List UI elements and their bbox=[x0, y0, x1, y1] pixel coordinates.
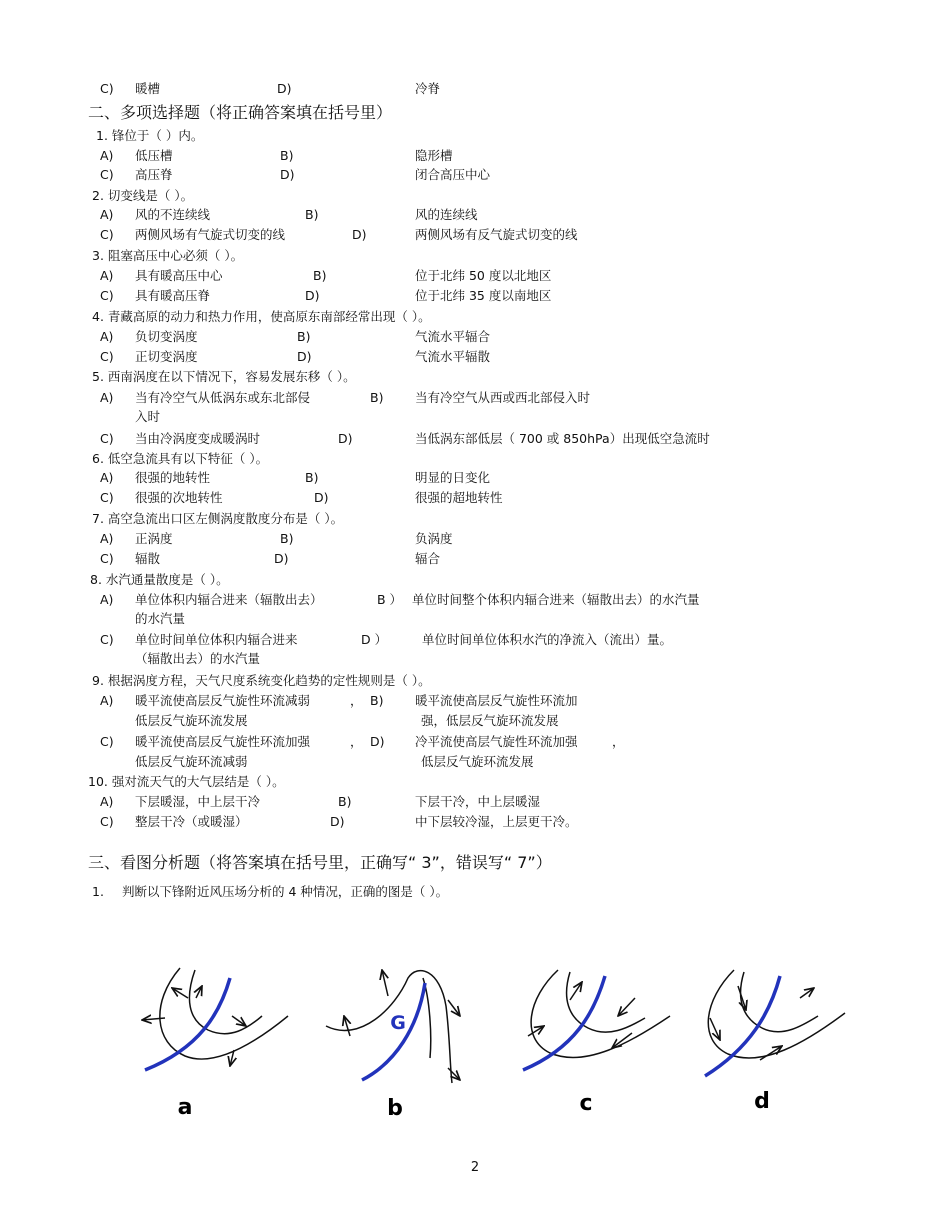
front-wind-analysis-figures bbox=[130, 958, 860, 1128]
opt-label: A) bbox=[100, 592, 114, 607]
opt-text: 下层干冷，中上层暖湿 bbox=[415, 794, 541, 809]
page-number: 2 bbox=[470, 1160, 480, 1175]
opt-text: 具有暖高压中心 bbox=[135, 268, 223, 283]
opt-label: B) bbox=[305, 207, 319, 222]
opt-label: B) bbox=[305, 470, 319, 485]
question-stem: 4. 青藏高原的动力和热力作用，使高原东南部经常出现（ ）。 bbox=[92, 309, 431, 324]
opt-text: 单位体积内辐合进来（辐散出去） bbox=[135, 592, 323, 607]
opt-label: D) bbox=[370, 734, 385, 749]
figure-d bbox=[705, 970, 845, 1114]
opt-text: 两侧风场有反气旋式切变的线 bbox=[415, 227, 578, 242]
opt-label: A) bbox=[100, 470, 114, 485]
opt-label: C) bbox=[100, 81, 114, 96]
opt-text: 位于北纬 35 度以南地区 bbox=[415, 288, 552, 303]
opt-text-continued: 强，低层反气旋环流发展 bbox=[421, 713, 559, 728]
opt-text: 很强的超地转性 bbox=[415, 490, 503, 505]
opt-label: D ） bbox=[361, 632, 388, 647]
question-stem: 判断以下锋附近风压场分析的 4 种情况，正确的图是（ ）。 bbox=[122, 884, 449, 899]
opt-text: 位于北纬 50 度以北地区 bbox=[415, 268, 552, 283]
figure-label-b: b bbox=[387, 1096, 403, 1121]
opt-text: 很强的次地转性 bbox=[135, 490, 223, 505]
question-stem: 10. 强对流天气的大气层结是（ ）。 bbox=[88, 774, 285, 789]
opt-label: A) bbox=[100, 329, 114, 344]
opt-text: 很强的地转性 bbox=[135, 470, 211, 485]
opt-text-continued: 低层反气旋环流减弱 bbox=[135, 754, 248, 769]
opt-label: D) bbox=[352, 227, 367, 242]
opt-text-continued: 的水汽量 bbox=[135, 611, 186, 626]
opt-label: B) bbox=[313, 268, 327, 283]
question-stem: 1. 锋位于（ ）内。 bbox=[96, 128, 204, 143]
comma: ， bbox=[350, 693, 363, 708]
opt-label: C) bbox=[100, 632, 114, 647]
opt-label: D) bbox=[297, 349, 312, 364]
opt-label: B) bbox=[338, 794, 352, 809]
opt-label: B) bbox=[297, 329, 311, 344]
opt-text: 明显的日变化 bbox=[415, 470, 491, 485]
opt-label: D) bbox=[338, 431, 353, 446]
question-stem: 3. 阻塞高压中心必须（ ）。 bbox=[92, 248, 244, 263]
opt-label: B ） bbox=[377, 592, 403, 607]
comma: ， bbox=[350, 734, 363, 749]
opt-text: 中下层较冷湿，上层更干冷。 bbox=[415, 814, 578, 829]
opt-text: 风的连续线 bbox=[415, 207, 478, 222]
opt-label: B) bbox=[370, 693, 384, 708]
opt-label: C) bbox=[100, 349, 114, 364]
question-stem: 9. 根据涡度方程，天气尺度系统变化趋势的定性规则是（ ）。 bbox=[92, 673, 431, 688]
opt-text: 暖平流使高层反气旋性环流减弱 bbox=[135, 693, 311, 708]
opt-text: 隐形槽 bbox=[415, 148, 453, 163]
opt-text: 单位时间整个体积内辐合进来（辐散出去）的水汽量 bbox=[412, 592, 700, 607]
opt-text: 当有冷空气从低涡东或东北部侵 bbox=[135, 390, 311, 405]
opt-text: 辐合 bbox=[415, 551, 441, 566]
opt-label: A) bbox=[100, 207, 114, 222]
opt-text: 下层暖湿，中上层干冷 bbox=[135, 794, 261, 809]
opt-label: A) bbox=[100, 693, 114, 708]
opt-text: 闭合高压中心 bbox=[415, 167, 491, 182]
figure-b bbox=[326, 970, 460, 1121]
opt-text: 气流水平辐合 bbox=[415, 329, 491, 344]
opt-text: 暖平流使高层反气旋性环流加 bbox=[415, 693, 578, 708]
opt-text: 当由冷涡度变成暖涡时 bbox=[135, 431, 261, 446]
opt-label: A) bbox=[100, 794, 114, 809]
opt-label: A) bbox=[100, 531, 114, 546]
question-number: 1. bbox=[92, 884, 104, 899]
opt-text: 整层干冷（或暖湿） bbox=[135, 814, 248, 829]
opt-text: 单位时间单位体积水汽的净流入（流出）量。 bbox=[422, 632, 673, 647]
figure-c bbox=[523, 970, 670, 1116]
section-title: 二、多项选择题（将正确答案填在括号里） bbox=[88, 103, 393, 122]
question-stem: 6. 低空急流具有以下特征（ ）。 bbox=[92, 451, 269, 466]
opt-text: 具有暖高压脊 bbox=[135, 288, 211, 303]
opt-label: A) bbox=[100, 148, 114, 163]
opt-text: 单位时间单位体积内辐合进来 bbox=[135, 632, 298, 647]
opt-text: 风的不连续线 bbox=[135, 207, 211, 222]
question-stem: 7. 高空急流出口区左侧涡度散度分布是（ ）。 bbox=[92, 511, 344, 526]
opt-text: 当低涡东部低层（ 700 或 850hPa）出现低空急流时 bbox=[415, 431, 710, 446]
opt-label: C) bbox=[100, 288, 114, 303]
opt-label: C) bbox=[100, 490, 114, 505]
figure-label-c: c bbox=[579, 1091, 593, 1116]
opt-label: C) bbox=[100, 431, 114, 446]
opt-label: B) bbox=[280, 148, 294, 163]
opt-text: 正切变涡度 bbox=[135, 349, 198, 364]
opt-label: C) bbox=[100, 734, 114, 749]
opt-text: 暖平流使高层反气旋性环流加强 bbox=[135, 734, 311, 749]
opt-label: C) bbox=[100, 227, 114, 242]
opt-text: 暖槽 bbox=[135, 81, 161, 96]
opt-text: 负切变涡度 bbox=[135, 329, 198, 344]
figure-label-d: d bbox=[754, 1089, 770, 1114]
section-title: 三、看图分析题（将答案填在括号里，正确写“ 3”，错误写“ 7”） bbox=[88, 853, 552, 872]
opt-text: 辐散 bbox=[135, 551, 161, 566]
opt-label: C) bbox=[100, 814, 114, 829]
figure-label-a: a bbox=[177, 1095, 193, 1120]
question-stem: 8. 水汽通量散度是（ ）。 bbox=[90, 572, 229, 587]
opt-label: A) bbox=[100, 268, 114, 283]
opt-text-continued: 低层反气旋环流发展 bbox=[135, 713, 248, 728]
comma: ， bbox=[612, 734, 625, 749]
opt-text: 气流水平辐散 bbox=[415, 349, 491, 364]
opt-label: D) bbox=[314, 490, 329, 505]
opt-label: B) bbox=[370, 390, 384, 405]
opt-text: 冷平流使高层气旋性环流加强 bbox=[415, 734, 578, 749]
opt-label: C) bbox=[100, 167, 114, 182]
opt-text: 负涡度 bbox=[415, 531, 453, 546]
opt-text-continued: （辐散出去）的水汽量 bbox=[135, 651, 261, 666]
figure-a bbox=[142, 968, 288, 1120]
center-letter-g: G bbox=[390, 1012, 406, 1034]
question-stem: 2. 切变线是（ ）。 bbox=[92, 188, 194, 203]
opt-label: D) bbox=[280, 167, 295, 182]
opt-label: D) bbox=[277, 81, 292, 96]
opt-text: 高压脊 bbox=[135, 167, 173, 182]
opt-label: C) bbox=[100, 551, 114, 566]
opt-text: 低压槽 bbox=[135, 148, 173, 163]
opt-text: 冷脊 bbox=[415, 81, 441, 96]
opt-text: 正涡度 bbox=[135, 531, 173, 546]
opt-label: B) bbox=[280, 531, 294, 546]
opt-label: D) bbox=[305, 288, 320, 303]
opt-label: D) bbox=[330, 814, 345, 829]
question-stem: 5. 西南涡度在以下情况下，容易发展东移（ ）。 bbox=[92, 369, 356, 384]
opt-text: 当有冷空气从西或西北部侵入时 bbox=[415, 390, 591, 405]
opt-label: A) bbox=[100, 390, 114, 405]
opt-label: D) bbox=[274, 551, 289, 566]
opt-text-continued: 低层反气旋环流发展 bbox=[421, 754, 534, 769]
opt-text: 两侧风场有气旋式切变的线 bbox=[135, 227, 286, 242]
opt-text-continued: 入时 bbox=[135, 409, 161, 424]
